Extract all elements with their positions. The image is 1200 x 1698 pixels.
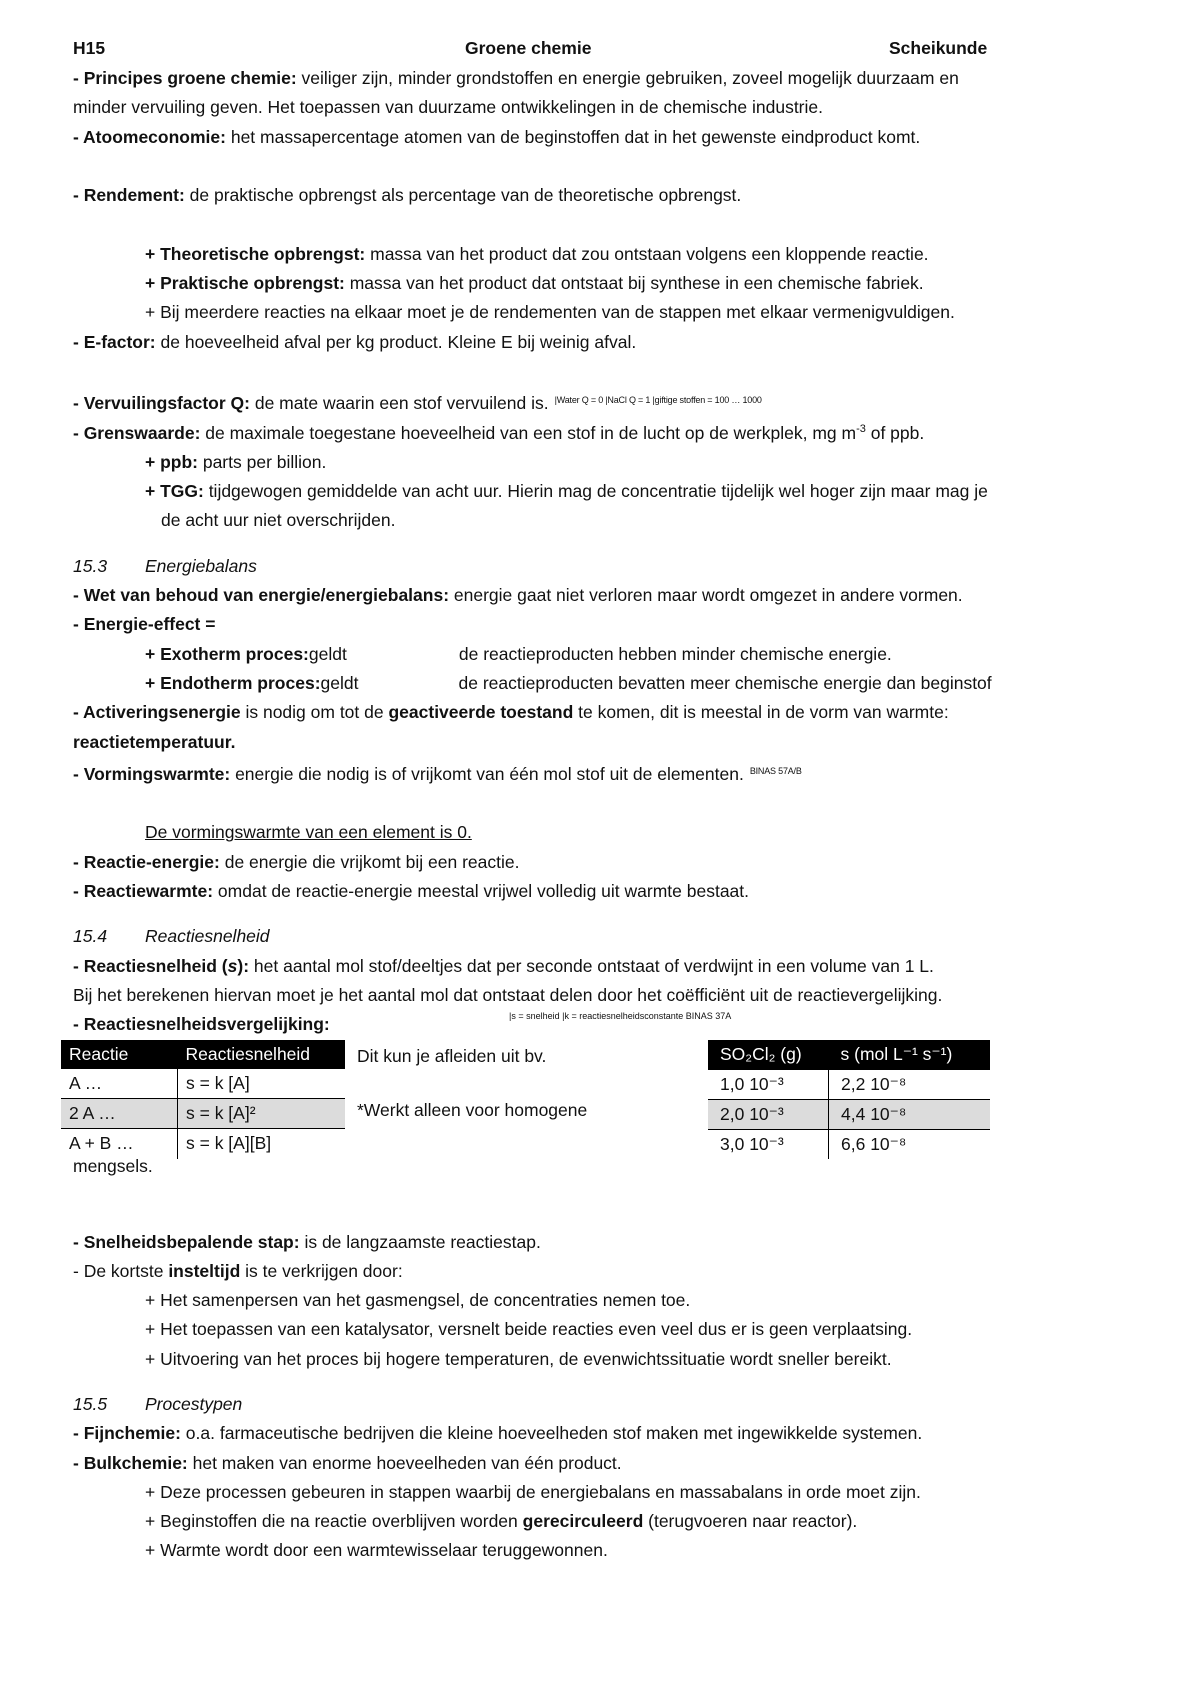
reaction-tables: [69, 1040, 1133, 1176]
document-page: [69, 34, 1133, 1566]
note-vormingswarmte-element: De vormingswarmte van een element is 0.: [145, 822, 472, 843]
def-insteltijd: - De kortste insteltijd is te verkrijgen door:: [73, 1260, 403, 1281]
def-reactietemperatuur: reactietemperatuur.: [73, 731, 236, 752]
section-heading-15-4: 15.4 Reactiesnelheid: [73, 926, 270, 947]
rv-note: |s = snelheid |k = reactiesnelheidsconstante BINAS 37A: [509, 1011, 732, 1022]
def-reactiesnelheid: - Reactiesnelheid (s): het aantal mol stof/deeltjes dat per seconde ontstaat of verdwijnt in een volume van 1 L.: [73, 955, 934, 976]
def-praktische-opbrengst: + Praktische opbrengst: massa van het product dat ontstaat bij synthese in een chemische fabriek.: [145, 273, 924, 294]
side-note-homogeen: *Werkt alleen voor homogene: [357, 1099, 588, 1120]
def-activeringsenergie: - Activeringsenergie is nodig om tot de geactiveerde toestand te komen, dit is meestal in de vorm van warmte:: [73, 702, 949, 723]
table-header: s (mol L⁻¹ s⁻¹): [829, 1040, 991, 1070]
table-header: SO₂Cl₂ (g): [708, 1040, 829, 1070]
def-tgg-cont: de acht uur niet overschrijden.: [161, 510, 396, 531]
table-row: A + B … s = k [A][B]: [61, 1129, 345, 1159]
def-vervuilingsfactor: - Vervuilingsfactor Q: de mate waarin een stof vervuilend is. $^{|Water Q = 0 |NaCl Q = 1 |giftige stoffen = 100 \dots 1000}$: [73, 393, 762, 414]
section-heading-15-5: 15.5 Procestypen: [73, 1393, 243, 1414]
list-item: + Uitvoering van het proces bij hogere temperaturen, de evenwichtssituatie wordt sneller bereikt.: [145, 1348, 892, 1369]
table-row: A … s = k [A]: [61, 1069, 345, 1099]
def-wet-behoud-energie: - Wet van behoud van energie/energiebalans: energie gaat niet verloren maar wordt omgezet in andere vormen.: [73, 585, 963, 606]
table-row: 2,0 10⁻³ 4,4 10⁻⁸: [708, 1099, 990, 1129]
side-note-afleiden: Dit kun je afleiden uit bv.: [357, 1045, 547, 1066]
table-row: 2 A … s = k [A]²: [61, 1099, 345, 1129]
table-header: Reactiesnelheid: [178, 1040, 346, 1069]
def-rendement: - Rendement: de praktische opbrengst als percentage van de theoretische opbrengst.: [73, 185, 742, 206]
def-atoomeconomie: - Atoomeconomie: het massapercentage atomen van de beginstoffen dat in het gewenste eindproduct komt.: [73, 126, 921, 147]
table-header: Reactie: [61, 1040, 178, 1069]
list-item: + Warmte wordt door een warmtewisselaar teruggewonnen.: [145, 1540, 608, 1561]
def-reactiewarmte: - Reactiewarmte: omdat de reactie-energie meestal vrijwel volledig uit warmte bestaat.: [73, 881, 750, 902]
list-item: + Deze processen gebeuren in stappen waarbij de energiebalans en massabalans in orde moet zijn.: [145, 1481, 921, 1502]
def-tgg: + TGG: tijdgewogen gemiddelde van acht uur. Hierin mag de concentratie tijdelijk wel hoger zijn maar mag je: [145, 481, 988, 502]
def-ppb: + ppb: parts per billion.: [145, 451, 327, 472]
def-principes: - Principes groene chemie: veiliger zijn, minder grondstoffen en energie gebruiken, zoveel mogelijk duurzaam en: [73, 68, 959, 88]
side-note-mengsels: mengsels.: [73, 1155, 153, 1176]
section-heading-15-3: 15.3 Energiebalans: [73, 555, 257, 576]
note-meerdere-reacties: + Bij meerdere reacties na elkaar moet je de rendementen van de stappen met elkaar vermenigvuldigen.: [145, 302, 955, 323]
def-snelheidsbepalende-stap: - Snelheidsbepalende stap: is de langzaamste reactiestap.: [73, 1231, 541, 1252]
header-chapter: H15: [73, 38, 106, 58]
header-title: Groene chemie: [465, 38, 592, 58]
table-row: 3,0 10⁻³ 6,6 10⁻⁸: [708, 1130, 990, 1160]
def-grenswaarde: - Grenswaarde: de maximale toegestane hoeveelheid van een stof in de lucht op de werkplek, mg $m^{-3}$ of ppb.: [73, 422, 925, 443]
def-principes-cont: minder vervuiling geven. Het toepassen van duurzame ontwikkelingen in de chemische industrie.: [73, 97, 823, 118]
vervuil-note: |Water Q = 0 |NaCl Q = 1 |giftige stoffen = 100 … 1000: [554, 395, 762, 406]
list-item: + Het samenpersen van het gasmengsel, de concentraties nemen toe.: [145, 1290, 691, 1311]
header-subject: Scheikunde: [889, 38, 988, 58]
page-header: [73, 34, 1133, 64]
so2cl2-rate-table: [708, 1040, 990, 1160]
note-berekenen: Bij het berekenen hiervan moet je het aantal mol dat ontstaat delen door het coëfficiënt uit de reactievergelijking.: [73, 984, 943, 1005]
rate-equation-table: [61, 1040, 345, 1159]
def-reactiesnelheidsvergelijking: - Reactiesnelheidsvergelijking: |s = snelheid |k = reactiesnelheidsconstante BINAS 37A: [73, 1010, 1133, 1039]
def-vormingswarmte: - Vormingswarmte: energie die nodig is of vrijkomt van één mol stof uit de elementen. $^{BINAS 57A/B}$: [73, 763, 802, 784]
list-item: + Het toepassen van een katalysator, versnelt beide reacties even veel dus er is geen verplaatsing.: [145, 1319, 913, 1340]
table-row: 1,0 10⁻³ 2,2 10⁻⁸: [708, 1070, 990, 1100]
def-fijnchemie: - Fijnchemie: o.a. farmaceutische bedrijven die kleine hoeveelheden stof maken met ingewikkelde systemen.: [73, 1423, 923, 1444]
list-item: + Beginstoffen die na reactie overblijven worden gerecirculeerd (terugvoeren naar reactor).: [145, 1511, 858, 1532]
def-exotherm: + Exotherm proces:geldt de reactieproducten hebben minder chemische energie.: [145, 643, 892, 664]
def-theoretische-opbrengst: + Theoretische opbrengst: massa van het product dat zou ontstaan volgens een kloppende reactie.: [145, 243, 929, 264]
def-energie-effect: - Energie-effect =: [73, 614, 216, 635]
def-endotherm: + Endotherm proces:geldt de reactieproducten bevatten meer chemische energie dan beginstof: [145, 672, 992, 693]
def-reactie-energie: - Reactie-energie: de energie die vrijkomt bij een reactie.: [73, 851, 520, 872]
def-bulkchemie: - Bulkchemie: het maken van enorme hoeveelheden van één product.: [73, 1452, 622, 1473]
def-e-factor: - E-factor: de hoeveelheid afval per kg product. Kleine E bij weinig afval.: [73, 331, 637, 352]
